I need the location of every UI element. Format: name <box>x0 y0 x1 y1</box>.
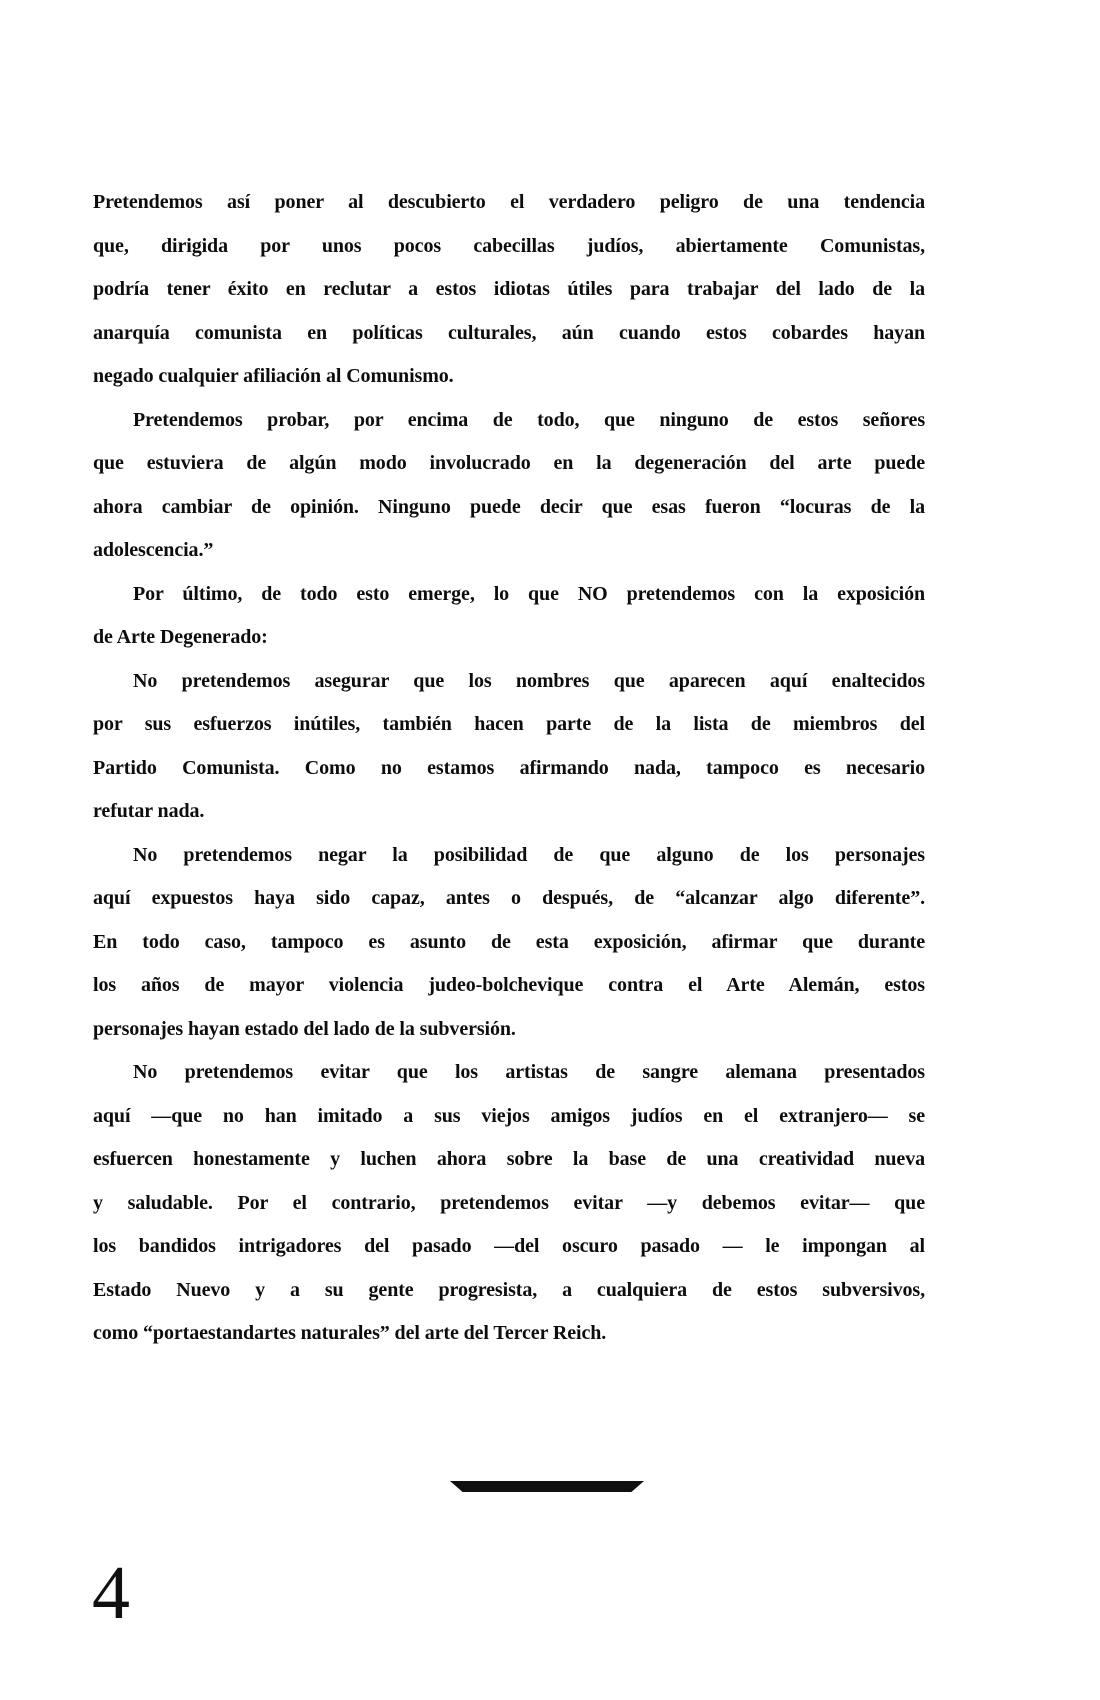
text-line: negado cualquier afiliación al Comunismo. <box>93 365 454 387</box>
text-line: No pretendemos asegurar que los nombres que aparecen aquí enaltecidos <box>133 669 925 692</box>
text-line: adolescencia.” <box>93 539 214 561</box>
text-line: No pretendemos evitar que los artistas de sangre alemana presentados <box>133 1061 925 1083</box>
text-line: por sus esfuerzos inútiles, también hacen parte de la lista de miembros del <box>93 713 925 735</box>
paragraph <box>93 1051 925 1356</box>
text-line: Por último, de todo esto emerge, lo que NO pretendemos con la exposición <box>133 582 925 605</box>
text-line: los años de mayor violencia judeo-bolchevique contra el Arte Alemán, estos <box>93 974 925 996</box>
section-divider-rule <box>450 1481 644 1492</box>
text-line: Pretendemos así poner al descubierto el verdadero peligro de una tendencia <box>93 191 925 213</box>
text-line: y saludable. Por el contrario, pretendemos evitar —y debemos evitar— que <box>93 1191 925 1214</box>
text-line: personajes hayan estado del lado de la subversión. <box>93 1017 516 1040</box>
text-line: refutar nada. <box>93 800 205 822</box>
text-line: En todo caso, tampoco es asunto de esta exposición, afirmar que durante <box>93 930 925 953</box>
text-line: esfuercen honestamente y luchen ahora sobre la base de una creatividad nueva <box>93 1148 925 1170</box>
text-line: que estuviera de algún modo involucrado en la degeneración del arte puede <box>93 452 925 474</box>
text-line: como “portaestandartes naturales” del arte del Tercer Reich. <box>93 1322 607 1344</box>
text-line: aquí —que no han imitado a sus viejos amigos judíos en el extranjero— se <box>93 1104 925 1127</box>
text-line: No pretendemos negar la posibilidad de que alguno de los personajes <box>133 843 925 866</box>
text-line: que, dirigida por unos pocos cabecillas judíos, abiertamente Comunistas, <box>93 234 925 257</box>
text-line: Estado Nuevo y a su gente progresista, a cualquiera de estos subversivos, <box>93 1278 925 1301</box>
text-line: Pretendemos probar, por encima de todo, que ninguno de estos señores <box>133 408 925 431</box>
paragraph <box>93 834 925 1052</box>
paragraph <box>93 660 925 834</box>
text-line: los bandidos intrigadores del pasado —del oscuro pasado — le impongan al <box>93 1235 925 1257</box>
paragraph <box>93 573 925 660</box>
body-text <box>93 181 925 1356</box>
text-line: anarquía comunista en políticas culturales, aún cuando estos cobardes hayan <box>93 321 925 344</box>
text-line: Partido Comunista. Como no estamos afirmando nada, tampoco es necesario <box>93 756 925 779</box>
text-line: podría tener éxito en reclutar a estos idiotas útiles para trabajar del lado de la <box>93 278 925 300</box>
text-line: aquí expuestos haya sido capaz, antes o después, de “alcanzar algo diferente”. <box>93 887 925 909</box>
paragraph <box>93 181 925 399</box>
paragraph <box>93 399 925 573</box>
page-number: 4 <box>92 1551 130 1635</box>
text-line: ahora cambiar de opinión. Ninguno puede decir que esas fueron “locuras de la <box>93 495 925 518</box>
text-line: de Arte Degenerado: <box>93 626 268 648</box>
